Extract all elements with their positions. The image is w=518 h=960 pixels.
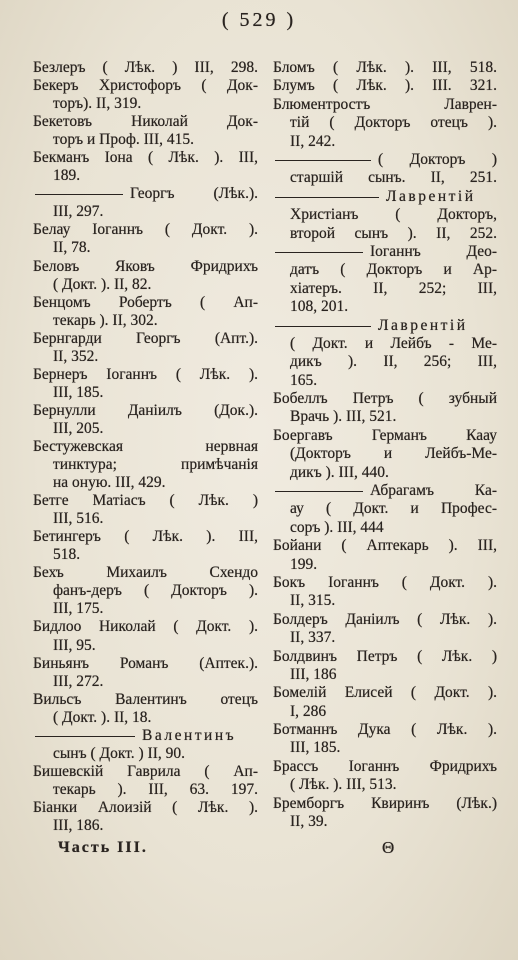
entry-continuation: II, 315. — [290, 592, 336, 610]
ditto-entry-text: Лаврентій — [386, 187, 476, 205]
entry-continuation: ( Докт. ). II, 82. — [53, 275, 152, 293]
entry-continuation: текарь ). III, 63. 197. — [53, 780, 258, 798]
part-label: Часть III. — [58, 839, 148, 856]
entry-continuation: I, 286 — [290, 702, 327, 720]
ditto-entry — [33, 727, 258, 745]
index-entry: Бишевскій Гаврила ( Ап- — [33, 762, 258, 780]
ditto-rule — [275, 160, 371, 161]
index-entry: Боергавъ Германъ Каау — [273, 426, 497, 444]
left-column — [33, 59, 258, 835]
entry-continuation: дикъ ). III, 440. — [290, 463, 389, 481]
index-entry: Бекманъ Іона ( Лѣк. ). III, — [33, 149, 258, 167]
index-entry: Бобеллъ Петръ ( зубный — [273, 390, 497, 408]
ditto-rule — [35, 194, 123, 195]
entry-continuation: 199. — [290, 555, 318, 573]
ditto-entry — [273, 482, 497, 500]
index-entry: Бомелій Елисей ( Докт. ). — [273, 684, 497, 702]
entry-continuation: II, 337. — [290, 629, 336, 647]
ditto-entry-text: Георгъ (Лѣк.). — [130, 185, 258, 203]
entry-continuation: III, 95. — [53, 636, 96, 654]
index-entry: Бернгарди Георгъ (Апт.). — [33, 329, 258, 347]
entry-continuation: III, 185. — [290, 739, 341, 757]
ditto-entry — [273, 243, 497, 261]
index-entry: Ботманнъ Дука ( Лѣк. ). — [273, 721, 497, 739]
entry-continuation: III, 272. — [53, 672, 104, 690]
entry-continuation: 165. — [290, 371, 318, 389]
entry-continuation: второй сынъ ). II, 252. — [290, 224, 497, 242]
index-entry: Бекеръ Христофоръ ( Док- — [33, 77, 258, 95]
index-entry: Біанки Алоизій ( Лѣк. ). — [33, 798, 258, 816]
entry-continuation: сынъ ( Докт. ) II, 90. — [53, 744, 186, 762]
ditto-entry — [273, 316, 497, 334]
entry-continuation: 189. — [53, 167, 81, 185]
entry-continuation: тій ( Докторъ отецъ ). — [290, 114, 497, 132]
index-entry: Бернеръ Іоганнъ ( Лѣк. ). — [33, 365, 258, 383]
index-entry: Бехъ Михаилъ Схендо — [33, 564, 258, 582]
index-entry: Беловъ Яковъ Фридрихъ — [33, 257, 258, 275]
ditto-rule — [275, 252, 363, 253]
ditto-rule — [275, 326, 371, 327]
ditto-rule — [275, 491, 363, 492]
index-entry: Бойани ( Аптекарь ). III, — [273, 537, 497, 555]
entry-continuation: III, 297. — [53, 203, 104, 221]
entry-continuation: III, 186 — [290, 665, 337, 683]
index-entry: Брассъ Іоганнъ Фридрихъ — [273, 757, 497, 775]
index-entry: Вильсъ Валентинъ отецъ — [33, 690, 258, 708]
entry-continuation: III, 175. — [53, 600, 104, 618]
ditto-entry-text: Абрагамъ Ка- — [370, 482, 497, 500]
entry-continuation: III, 186. — [53, 816, 104, 834]
entry-continuation: Врачь ). III, 521. — [290, 408, 397, 426]
index-entry: Безлеръ ( Лѣк. ) III, 298. — [33, 59, 258, 76]
entry-continuation: торъ). II, 319. — [53, 95, 142, 113]
ditto-rule — [35, 736, 135, 737]
entry-continuation: ( Лѣк. ). III, 513. — [290, 776, 397, 794]
index-entry: Бидлоо Николай ( Докт. ). — [33, 618, 258, 636]
index-entry: Бернулли Даніилъ (Док.). — [33, 401, 258, 419]
entry-continuation: датъ ( Докторъ и Ар- — [290, 261, 497, 279]
index-entry: Биньянъ Романъ (Аптек.). — [33, 654, 258, 672]
index-entry: Бокъ Іоганнъ ( Докт. ). — [273, 573, 497, 591]
index-entry: Болдвинъ Петръ ( Лѣк. ) — [273, 647, 497, 665]
entry-continuation: Христіанъ ( Докторъ, — [290, 206, 497, 224]
page-number: ( 529 ) — [221, 9, 297, 31]
index-entry: Белау Іоганнъ ( Докт. ). — [33, 221, 258, 239]
entry-continuation: ( Докт. и Лейбъ - Ме- — [290, 334, 497, 352]
index-entry: Бекетовъ Николай Док- — [33, 113, 258, 131]
index-entry: Бетингеръ ( Лѣк. ). III, — [33, 528, 258, 546]
entry-continuation: 108, 201. — [290, 298, 349, 316]
index-entry: Бломъ ( Лѣк. ). III, 518. — [273, 59, 497, 76]
entry-continuation: II, 78. — [53, 239, 91, 257]
index-entry: Бремборгъ Квиринъ (Лѣк.) — [273, 794, 497, 812]
ditto-entry-text: Іоганнъ Део- — [370, 243, 497, 261]
entry-continuation: ау ( Докт. и Профес- — [290, 500, 497, 518]
ditto-entry-text: ( Докторъ ) — [378, 151, 497, 169]
entry-continuation: соръ ). III, 444 — [290, 518, 384, 536]
entry-continuation: II, 242. — [290, 132, 336, 150]
entry-continuation: II, 39. — [290, 813, 328, 831]
index-entry: Бетге Матіасъ ( Лѣк. ) — [33, 492, 258, 510]
entry-continuation: II, 352. — [53, 347, 99, 365]
index-entry: Болдеръ Даніилъ ( Лѣк. ). — [273, 610, 497, 628]
entry-continuation: III, 185. — [53, 383, 104, 401]
entry-continuation: дикъ ). II, 256; III, — [290, 353, 497, 371]
index-entry: Бестужевская нервная — [33, 437, 258, 455]
right-column — [273, 59, 497, 831]
ditto-entry-text: Валентинъ — [142, 726, 237, 744]
ditto-rule — [275, 197, 379, 198]
index-entry: Блумъ ( Лѣк. ). III. 321. — [273, 77, 497, 95]
entry-continuation: фанъ-деръ ( Докторъ ). — [53, 582, 258, 600]
entry-continuation: ( Докт. ). II, 18. — [53, 708, 152, 726]
signature-mark: Θ — [382, 838, 395, 857]
entry-continuation: 518. — [53, 546, 81, 564]
entry-continuation: (Докторъ и Лейбъ-Ме- — [290, 445, 497, 463]
ditto-entry — [33, 185, 258, 203]
ditto-entry-text: Лаврентій — [378, 316, 468, 334]
entry-continuation: текарь ). II, 302. — [53, 311, 158, 329]
ditto-entry — [273, 188, 497, 206]
index-entry: Бенцомъ Робертъ ( Ап- — [33, 293, 258, 311]
ditto-entry — [273, 151, 497, 169]
entry-continuation: III, 516. — [53, 510, 104, 528]
entry-continuation: хіатеръ. II, 252; III, — [290, 279, 497, 297]
entry-continuation: на оную. III, 429. — [53, 474, 166, 492]
entry-continuation: тинктура; примѣчанія — [53, 456, 258, 474]
index-entry: Блюментростъ Лаврен- — [273, 95, 497, 113]
entry-continuation: торъ и Проф. III, 415. — [53, 131, 194, 149]
entry-continuation: старшій сынъ. II, 251. — [290, 169, 497, 187]
entry-continuation: III, 205. — [53, 419, 104, 437]
